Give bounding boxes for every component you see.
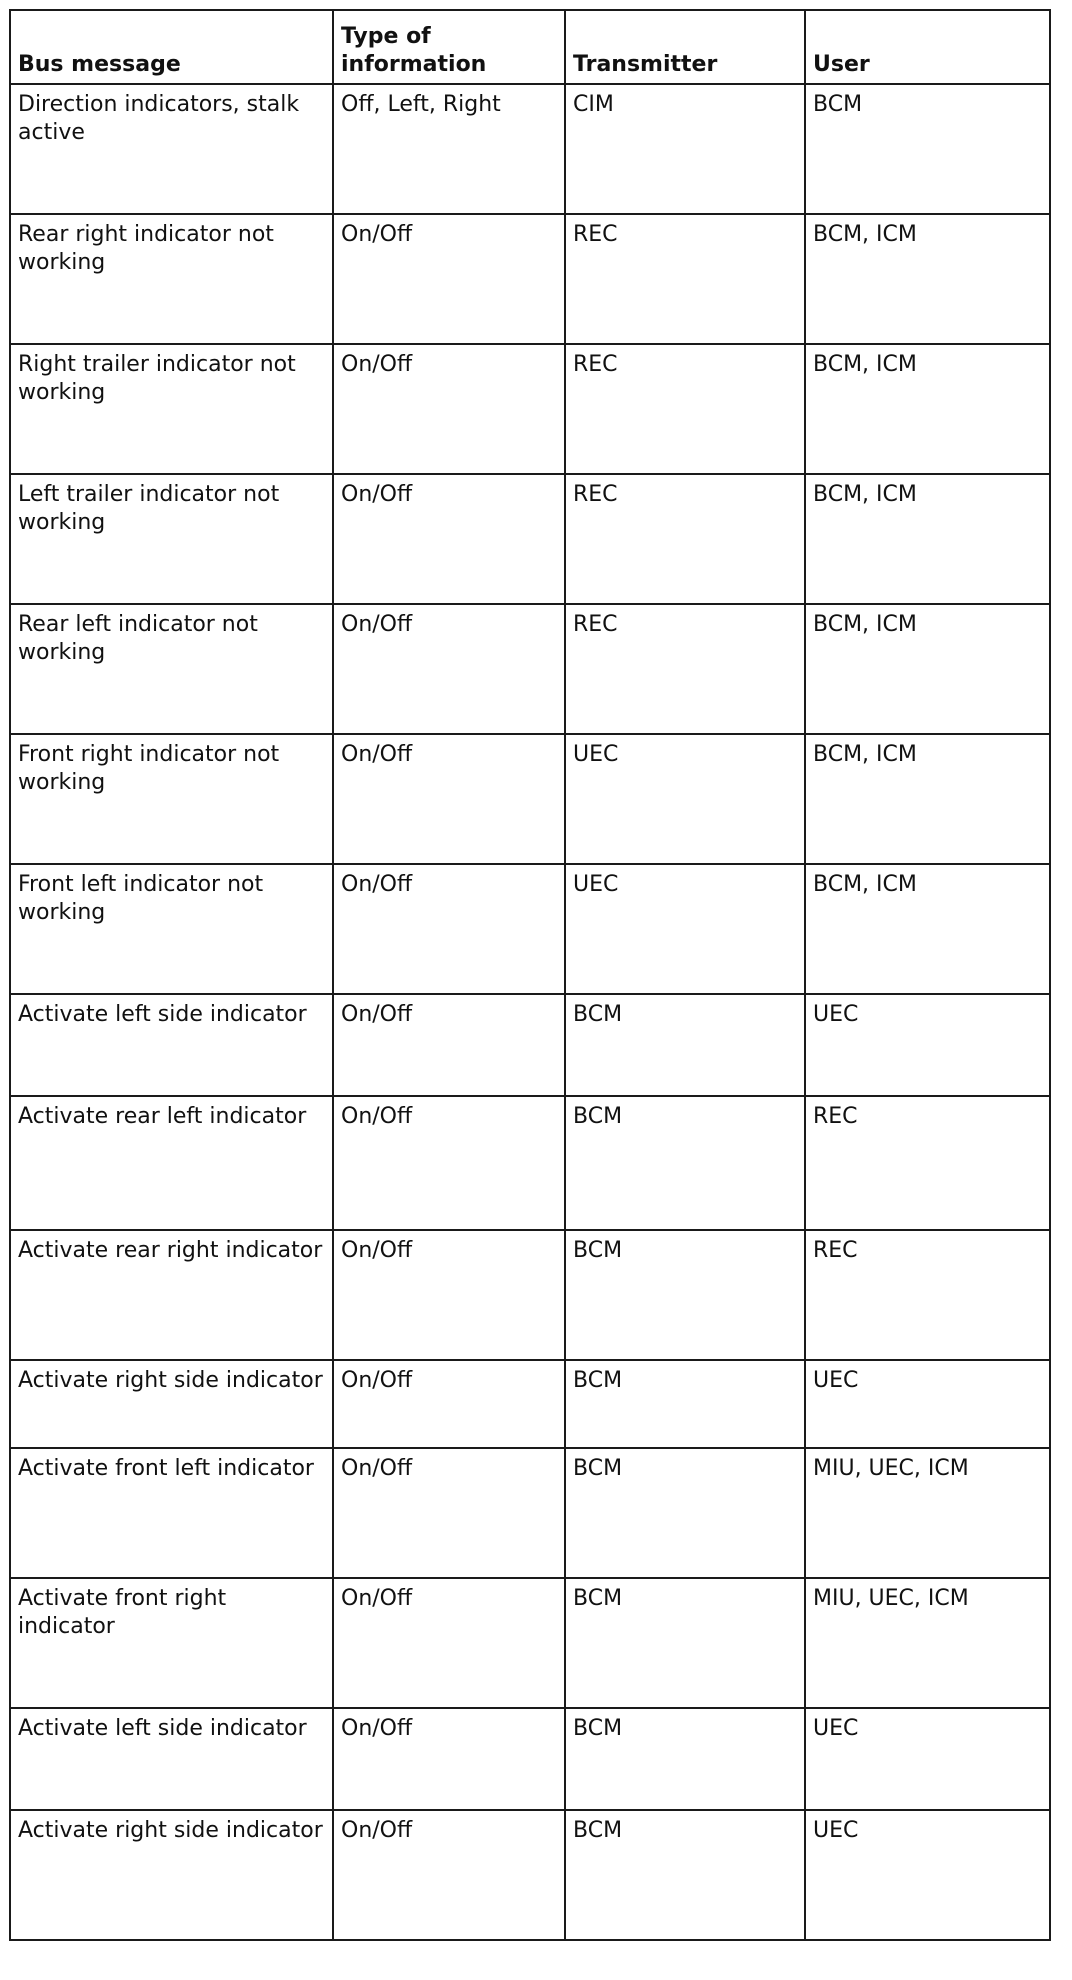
- cell-user: MIU, UEC, ICM: [805, 1448, 1050, 1578]
- cell-user: UEC: [805, 1708, 1050, 1810]
- cell-transmitter: BCM: [565, 1810, 805, 1940]
- table-header-row: [10, 10, 1050, 84]
- cell-bus-message: Rear right indicator not working: [10, 214, 333, 344]
- cell-type-of-information: On/Off: [333, 344, 565, 474]
- header-bus-message: Bus message: [10, 10, 333, 84]
- cell-bus-message: Activate front left indicator: [10, 1448, 333, 1578]
- cell-type-of-information: On/Off: [333, 1230, 565, 1360]
- cell-type-of-information: On/Off: [333, 864, 565, 994]
- table-row: [10, 734, 1050, 864]
- table-row: [10, 604, 1050, 734]
- table-row: [10, 1096, 1050, 1230]
- cell-type-of-information: On/Off: [333, 994, 565, 1096]
- cell-transmitter: REC: [565, 474, 805, 604]
- cell-transmitter: CIM: [565, 84, 805, 214]
- cell-bus-message: Right trailer indicator not working: [10, 344, 333, 474]
- table-row: [10, 1578, 1050, 1708]
- cell-bus-message: Rear left indicator not working: [10, 604, 333, 734]
- table-row: [10, 1810, 1050, 1940]
- header-user: User: [805, 10, 1050, 84]
- cell-type-of-information: On/Off: [333, 1360, 565, 1448]
- cell-user: BCM, ICM: [805, 734, 1050, 864]
- cell-user: UEC: [805, 1810, 1050, 1940]
- table-row: [10, 994, 1050, 1096]
- table-row: [10, 214, 1050, 344]
- cell-bus-message: Front right indicator not working: [10, 734, 333, 864]
- table-row: [10, 1708, 1050, 1810]
- cell-user: REC: [805, 1230, 1050, 1360]
- cell-transmitter: BCM: [565, 1708, 805, 1810]
- cell-user: BCM, ICM: [805, 604, 1050, 734]
- cell-type-of-information: On/Off: [333, 1096, 565, 1230]
- cell-transmitter: REC: [565, 344, 805, 474]
- cell-user: BCM, ICM: [805, 344, 1050, 474]
- cell-transmitter: BCM: [565, 1230, 805, 1360]
- header-type-of-information: Type of information: [333, 10, 565, 84]
- cell-transmitter: REC: [565, 604, 805, 734]
- table-body: [10, 84, 1050, 1940]
- table-row: [10, 1230, 1050, 1360]
- cell-user: BCM, ICM: [805, 474, 1050, 604]
- table-row: [10, 1360, 1050, 1448]
- cell-bus-message: Activate rear right indicator: [10, 1230, 333, 1360]
- cell-bus-message: Activate front right indicator: [10, 1578, 333, 1708]
- cell-transmitter: BCM: [565, 1448, 805, 1578]
- table-row: [10, 1448, 1050, 1578]
- cell-type-of-information: On/Off: [333, 604, 565, 734]
- cell-type-of-information: On/Off: [333, 474, 565, 604]
- cell-transmitter: BCM: [565, 1096, 805, 1230]
- cell-bus-message: Activate left side indicator: [10, 1708, 333, 1810]
- cell-bus-message: Activate right side indicator: [10, 1360, 333, 1448]
- cell-transmitter: BCM: [565, 1578, 805, 1708]
- cell-bus-message: Direction indicators, stalk active: [10, 84, 333, 214]
- cell-type-of-information: Off, Left, Right: [333, 84, 565, 214]
- table-row: [10, 474, 1050, 604]
- table-row: [10, 864, 1050, 994]
- cell-type-of-information: On/Off: [333, 1448, 565, 1578]
- cell-transmitter: UEC: [565, 864, 805, 994]
- cell-type-of-information: On/Off: [333, 1708, 565, 1810]
- table-row: [10, 344, 1050, 474]
- cell-type-of-information: On/Off: [333, 214, 565, 344]
- cell-user: BCM: [805, 84, 1050, 214]
- cell-bus-message: Left trailer indicator not working: [10, 474, 333, 604]
- cell-bus-message: Activate rear left indicator: [10, 1096, 333, 1230]
- cell-transmitter: BCM: [565, 1360, 805, 1448]
- header-transmitter: Transmitter: [565, 10, 805, 84]
- table-row: [10, 84, 1050, 214]
- cell-bus-message: Front left indicator not working: [10, 864, 333, 994]
- cell-user: MIU, UEC, ICM: [805, 1578, 1050, 1708]
- cell-user: BCM, ICM: [805, 214, 1050, 344]
- cell-type-of-information: On/Off: [333, 734, 565, 864]
- cell-user: UEC: [805, 994, 1050, 1096]
- bus-message-table: [9, 9, 1051, 1941]
- cell-transmitter: UEC: [565, 734, 805, 864]
- cell-user: UEC: [805, 1360, 1050, 1448]
- cell-bus-message: Activate right side indicator: [10, 1810, 333, 1940]
- cell-type-of-information: On/Off: [333, 1810, 565, 1940]
- cell-transmitter: REC: [565, 214, 805, 344]
- cell-user: REC: [805, 1096, 1050, 1230]
- cell-transmitter: BCM: [565, 994, 805, 1096]
- cell-type-of-information: On/Off: [333, 1578, 565, 1708]
- cell-user: BCM, ICM: [805, 864, 1050, 994]
- cell-bus-message: Activate left side indicator: [10, 994, 333, 1096]
